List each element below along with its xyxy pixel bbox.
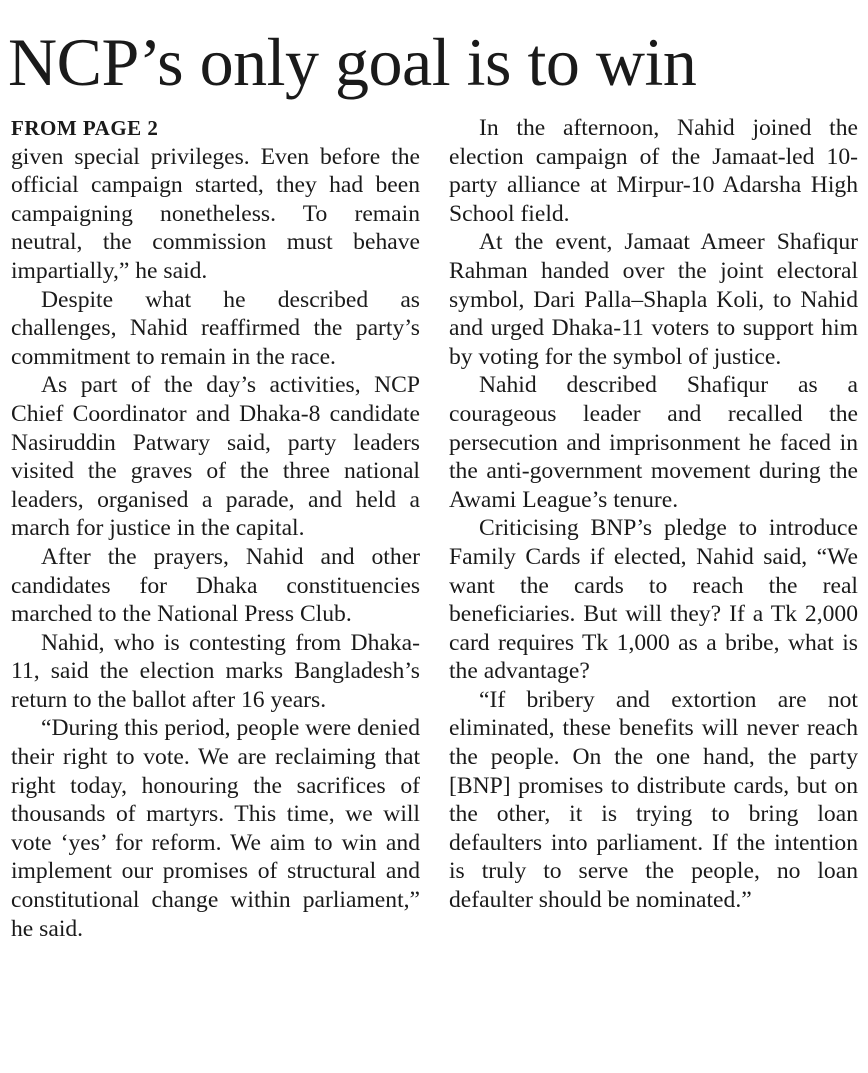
article-paragraph: After the prayers, Nahid and other candidates for Dhaka constituencies marched to the National Press Club. [11, 543, 420, 628]
article-column-right [449, 114, 858, 915]
article-paragraph: Criticising BNP’s pledge to introduce Family Cards if elected, Nahid said, “We want the cards to reach the real beneficiaries. But will they? If a Tk 2,000 card requires Tk 1,000 as a bribe, what is the advantage? [449, 515, 858, 685]
article-paragraph: As part of the day’s activities, NCP Chief Coordinator and Dhaka-8 candidate Nasiruddin Patwary said, party leaders visited the graves of the three national leaders, organised a parade, and held a march for justice in the capital. [11, 372, 420, 542]
article-paragraph: Nahid, who is contesting from Dhaka-11, said the election marks Bangladesh’s return to the ballot after 16 years. [11, 629, 420, 713]
continuation-kicker: FROM PAGE 2 [11, 116, 159, 140]
article-headline: NCP’s only goal is to win [8, 24, 697, 100]
article-paragraph: “During this period, people were denied their right to vote. We are reclaiming that right today, honouring the sacrifices of thousands of martyrs. This time, we will vote ‘yes’ for reform. We aim to win and implement our promises of structural and constitutional change within parliament,” he said. [11, 715, 420, 942]
article-paragraph: Despite what he described as challenges, Nahid reaffirmed the party’s commitment to remain in the race. [11, 286, 420, 370]
article-paragraph: given special privileges. Even before the official campaign started, they had been campaigning nonetheless. To remain neutral, the commission must behave impartially,” he said. [11, 143, 420, 284]
article-paragraph: At the event, Jamaat Ameer Shafiqur Rahman handed over the joint electoral symbol, Dari Palla–Shapla Koli, to Nahid and urged Dhaka-11 voters to support him by voting for the symbol of justice. [449, 229, 858, 370]
article-column-left [11, 114, 420, 943]
article-paragraph: In the afternoon, Nahid joined the election campaign of the Jamaat-led 10-party alliance at Mirpur-10 Adarsha High School field. [449, 115, 858, 227]
article-paragraph: Nahid described Shafiqur as a courageous leader and recalled the persecution and imprisonment he faced in the anti-government movement during the Awami League’s tenure. [449, 372, 858, 513]
article-paragraph: “If bribery and extortion are not eliminated, these benefits will never reach the people. On the one hand, the party [BNP] promises to distribute cards, but on the other, it is trying to bring loan defaulters into parliament. If the intention is truly to serve the people, no loan defaulter should be nominated.” [449, 686, 858, 914]
